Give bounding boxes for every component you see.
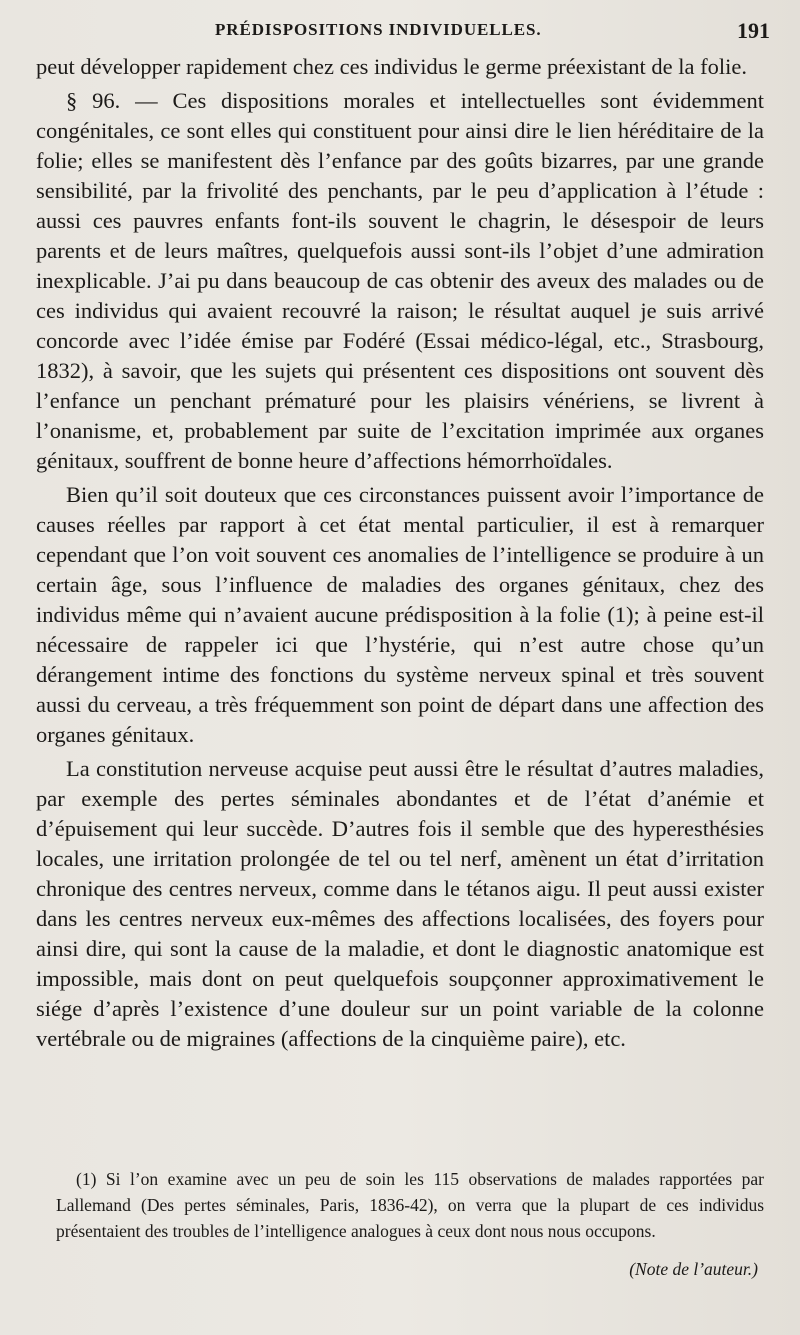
page-header (0, 18, 800, 48)
running-title: PRÉDISPOSITIONS INDIVIDUELLES. (215, 20, 542, 39)
footnotes (56, 1166, 764, 1282)
footnote-1: (1) Si l’on examine avec un peu de soin les 115 observations de malades rapportées par Lallemand (Des pertes séminales, Paris, 1836-42), on verra que la plupart de ces individus présentaient des troubles de l’intelligence analogues à ceux dont nous nous occupons. (56, 1169, 764, 1241)
paragraph-section-96: § 96. — Ces dispositions morales et intellectuelles sont évidemment congénitales, ce sont elles qui constituent pour ainsi dire le lien héréditaire de la folie; elles se manifestent dès l’enfance par des goûts bizarres, par une grande sensibilité, par la frivolité des penchants, par le peu d’application à l’étude : aussi ces pauvres enfants font-ils souvent le chagrin, le désespoir de leurs parents et de leurs maîtres, quelquefois aussi sont-ils l’objet d’une admiration inexplicable. J’ai pu dans beaucoup de cas obtenir des aveux des malades ou de ces individus qui avaient recouvré la raison; le résultat auquel je suis arrivé concorde avec l’idée émise par Fodéré (Essai médico-légal, etc., Strasbourg, 1832), à savoir, que les sujets qui présentent ces dispositions ont souvent dès l’enfance un penchant prématuré pour les plaisirs vénériens, se livrent à l’onanisme, et, probablement par suite de l’excitation imprimée aux organes génitaux, souffrent de bonne heure d’affections hémorrhoïdales. (36, 88, 764, 473)
paragraph-acquired-constitution: La constitution nerveuse acquise peut aussi être le résultat d’autres maladies, par exemple des pertes séminales abondantes et de l’état d’anémie et d’épuisement qui leur succède. D’autres fois il semble que des hyperesthésies locales, une irritation prolongée de tel ou tel nerf, amènent un état d’irritation chronique des centres nerveux, comme dans le tétanos aigu. Il peut aussi exister dans les centres nerveux eux-mêmes des affections localisées, des foyers pour ainsi dire, qui sont la cause de la maladie, et dont le diagnostic anatomique est impossible, mais dont on peut quelquefois soupçonner approximativement le siége d’après l’existence d’une douleur sur un point variable de la colonne vertébrale ou de migraines (affections de la cinquième paire), etc. (36, 756, 764, 1051)
footnote-signature: (Note de l’auteur.) (629, 1259, 758, 1279)
paragraph-genital-influence: Bien qu’il soit douteux que ces circonstances puissent avoir l’importance de causes réelles par rapport à cet état mental particulier, il est à remarquer cependant que l’on voit souvent ces anomalies de l’intelligence se produire à un certain âge, sous l’influence de maladies des organes génitaux, chez des individus même qui n’avaient aucune prédisposition à la folie (1); à peine est-il nécessaire de rappeler ici que l’hystérie, qui n’est autre chose qu’un dérangement intime des fonctions du système nerveux spinal et très souvent aussi du cerveau, a très fréquemment son point de départ dans une affection des organes génitaux. (36, 482, 764, 747)
page-number: 191 (737, 18, 770, 43)
paragraph-continuation: peut développer rapidement chez ces individus le germe préexistant de la folie. (36, 54, 747, 79)
main-text (36, 52, 764, 1058)
